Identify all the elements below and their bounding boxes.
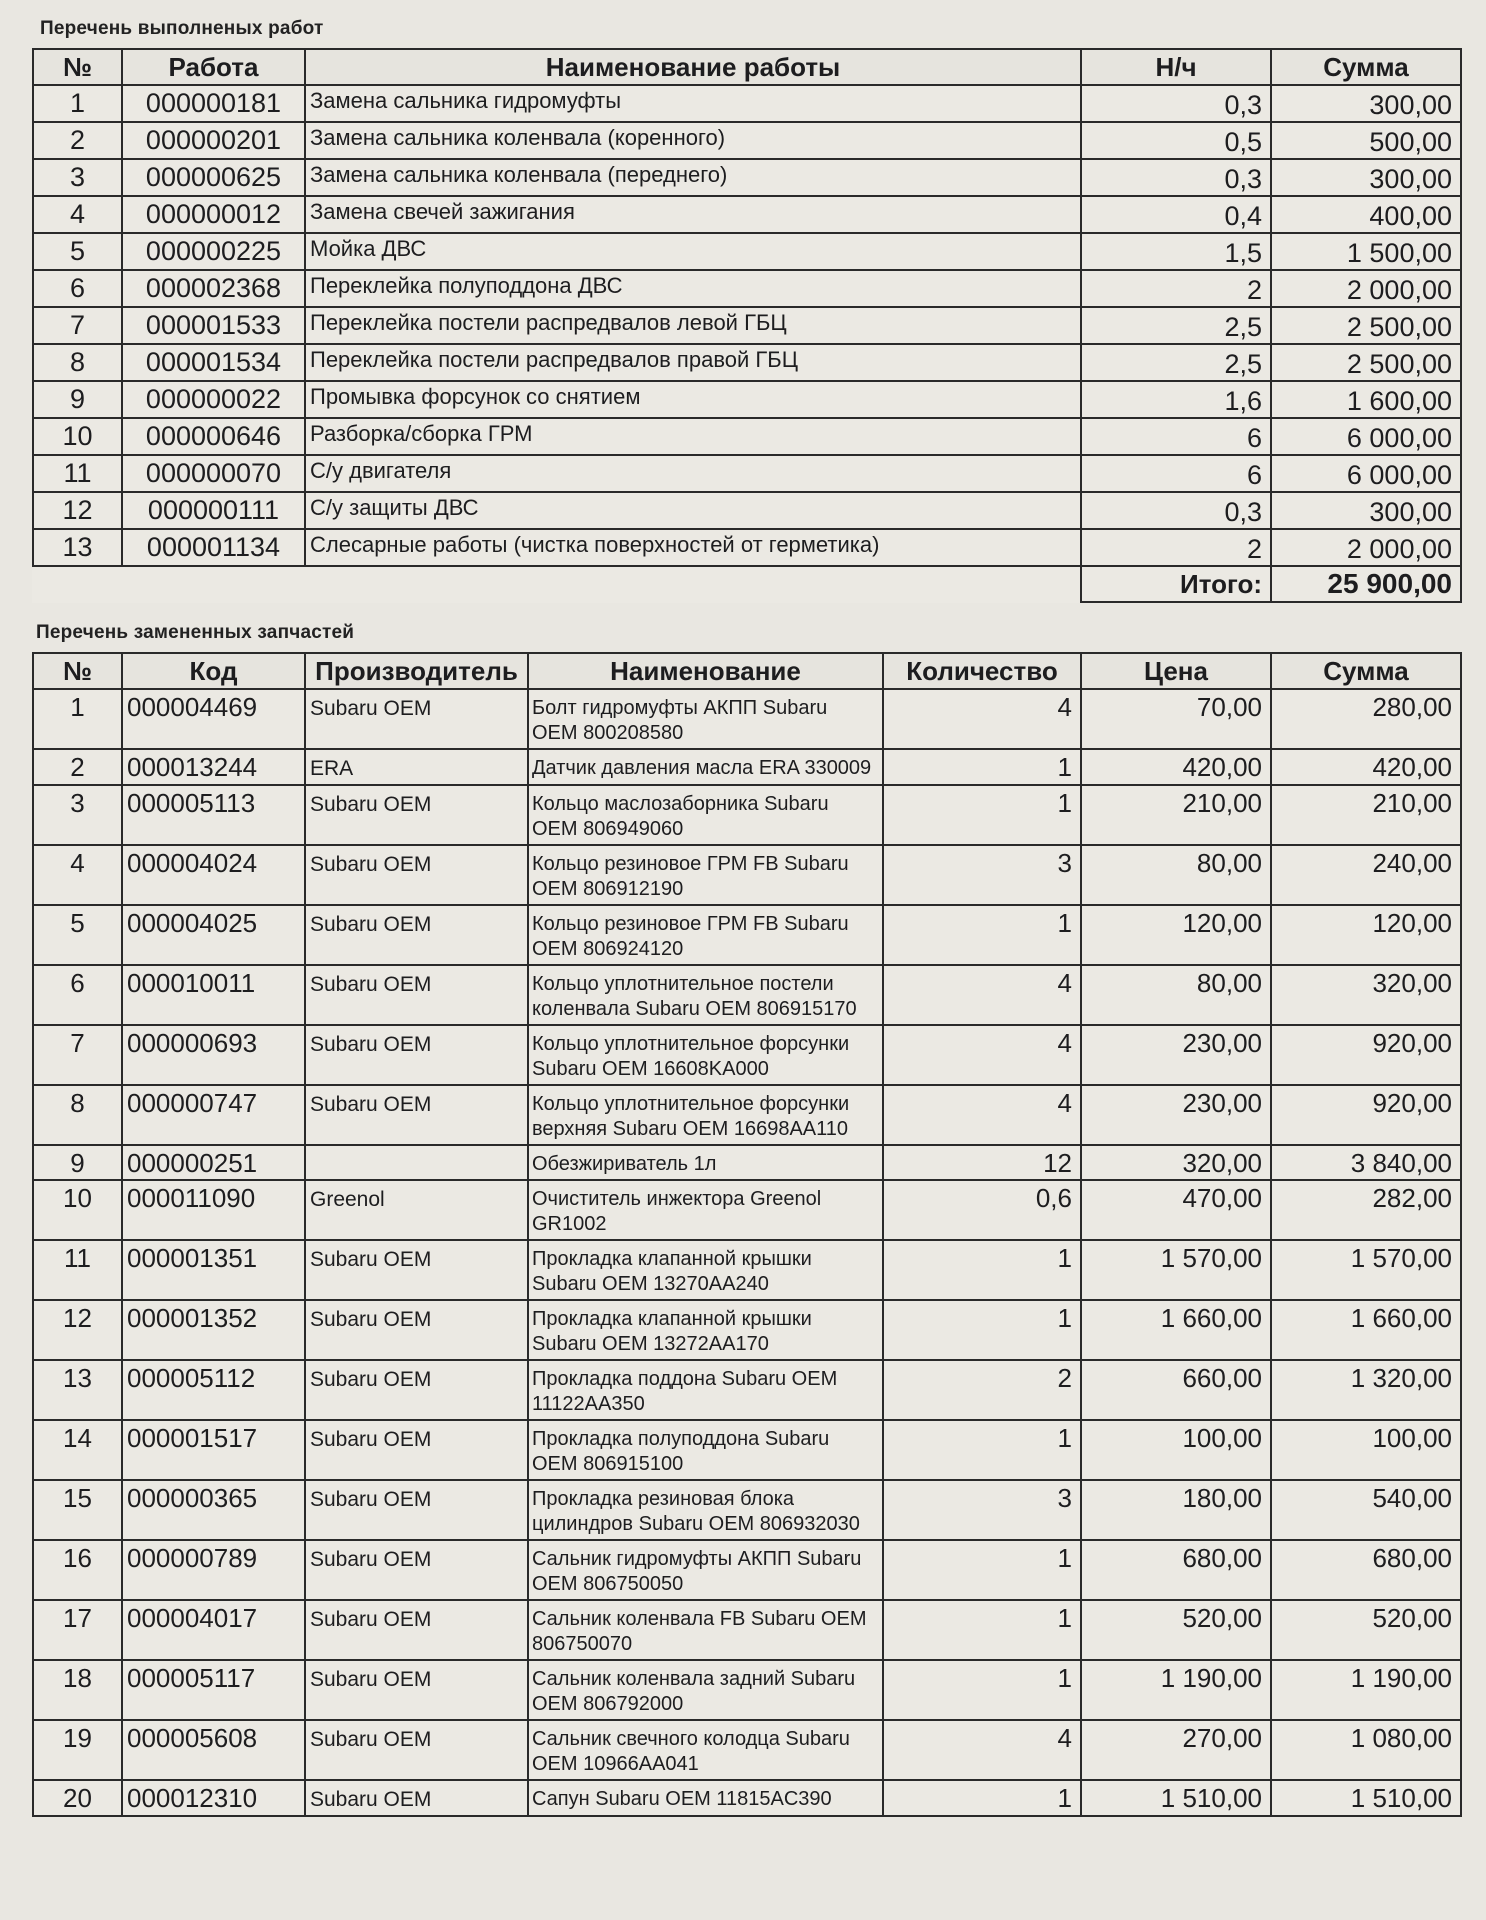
parts-row-sum: 282,00	[1271, 1180, 1461, 1240]
parts-row-name: Кольцо уплотнительное форсунки Subaru OEM 16608KA000	[528, 1025, 883, 1085]
parts-row-num: 14	[33, 1420, 122, 1480]
parts-row-maker: Subaru OEM	[305, 1240, 528, 1300]
works-row-name: Переклейка постели распредвалов левой ГБЦ	[305, 307, 1081, 344]
works-row-code: 000000070	[122, 455, 305, 492]
parts-row-qty: 3	[883, 845, 1081, 905]
parts-row-num: 6	[33, 965, 122, 1025]
parts-row	[33, 1480, 1461, 1540]
parts-row-maker: Subaru OEM	[305, 1085, 528, 1145]
parts-row-name: Прокладка полуподдона Subaru OEM 806915100	[528, 1420, 883, 1480]
works-row-sum: 2 500,00	[1271, 307, 1461, 344]
works-row-name: Разборка/сборка ГРМ	[305, 418, 1081, 455]
works-row-sum: 6 000,00	[1271, 418, 1461, 455]
parts-row-sum: 100,00	[1271, 1420, 1461, 1480]
parts-row-price: 80,00	[1081, 845, 1271, 905]
parts-row-num: 13	[33, 1360, 122, 1420]
parts-row-sum: 920,00	[1271, 1085, 1461, 1145]
works-row-name: С/у защиты ДВС	[305, 492, 1081, 529]
parts-row-sum: 420,00	[1271, 749, 1461, 785]
works-row-hours: 0,4	[1081, 196, 1271, 233]
works-row	[33, 529, 1461, 566]
works-row-hours: 6	[1081, 418, 1271, 455]
parts-row-price: 230,00	[1081, 1085, 1271, 1145]
works-row-name: Замена свечей зажигания	[305, 196, 1081, 233]
parts-row-sum: 320,00	[1271, 965, 1461, 1025]
parts-row-qty: 1	[883, 1540, 1081, 1600]
parts-row-maker: Subaru OEM	[305, 1540, 528, 1600]
works-row	[33, 85, 1461, 122]
parts-col-num: №	[33, 653, 122, 689]
works-section-title: Перечень выполненых работ	[40, 18, 324, 39]
parts-section-title: Перечень замененных запчастей	[36, 622, 355, 643]
works-row-name: Замена сальника коленвала (переднего)	[305, 159, 1081, 196]
works-row-sum: 300,00	[1271, 159, 1461, 196]
parts-row	[33, 905, 1461, 965]
parts-row-code: 000000747	[122, 1085, 305, 1145]
parts-row-price: 1 510,00	[1081, 1780, 1271, 1816]
parts-row-name: Сальник свечного колодца Subaru OEM 10966AA041	[528, 1720, 883, 1780]
works-row-code: 000002368	[122, 270, 305, 307]
parts-row-name: Сальник коленвала задний Subaru OEM 806792000	[528, 1660, 883, 1720]
parts-row-qty: 1	[883, 1240, 1081, 1300]
works-row-code: 000001534	[122, 344, 305, 381]
parts-row-code: 000011090	[122, 1180, 305, 1240]
parts-row-name: Датчик давления масла ERA 330009	[528, 749, 883, 785]
works-row	[33, 455, 1461, 492]
works-row-sum: 2 000,00	[1271, 270, 1461, 307]
works-row	[33, 233, 1461, 270]
parts-row-qty: 4	[883, 689, 1081, 749]
parts-row-num: 4	[33, 845, 122, 905]
parts-row-num: 10	[33, 1180, 122, 1240]
parts-row-price: 230,00	[1081, 1025, 1271, 1085]
parts-row-num: 9	[33, 1145, 122, 1180]
parts-col-sum: Сумма	[1271, 653, 1461, 689]
parts-row-qty: 4	[883, 965, 1081, 1025]
works-row-name: Переклейка полуподдона ДВС	[305, 270, 1081, 307]
works-row-hours: 0,3	[1081, 85, 1271, 122]
works-row-num: 5	[33, 233, 122, 270]
parts-col-name: Наименование	[528, 653, 883, 689]
parts-row-sum: 1 570,00	[1271, 1240, 1461, 1300]
parts-row-num: 3	[33, 785, 122, 845]
parts-row-num: 19	[33, 1720, 122, 1780]
parts-row	[33, 1780, 1461, 1816]
works-row-name: Замена сальника коленвала (коренного)	[305, 122, 1081, 159]
parts-row-qty: 1	[883, 905, 1081, 965]
works-total-value: 25 900,00	[1271, 566, 1461, 602]
works-row	[33, 196, 1461, 233]
parts-row-name: Сальник гидромуфты АКПП Subaru OEM 806750050	[528, 1540, 883, 1600]
parts-row-sum: 920,00	[1271, 1025, 1461, 1085]
parts-row-price: 1 570,00	[1081, 1240, 1271, 1300]
works-total-row	[33, 566, 1461, 602]
parts-row-num: 15	[33, 1480, 122, 1540]
parts-row-price: 80,00	[1081, 965, 1271, 1025]
parts-row-code: 000000693	[122, 1025, 305, 1085]
works-total-label: Итого:	[1081, 566, 1271, 602]
parts-row-code: 000001352	[122, 1300, 305, 1360]
works-row-sum: 1 600,00	[1271, 381, 1461, 418]
works-table	[32, 48, 1462, 603]
parts-row-sum: 1 510,00	[1271, 1780, 1461, 1816]
parts-row-sum: 540,00	[1271, 1480, 1461, 1540]
works-row-code: 000000181	[122, 85, 305, 122]
parts-row-maker: Subaru OEM	[305, 965, 528, 1025]
works-col-hours: Н/ч	[1081, 49, 1271, 85]
works-row	[33, 418, 1461, 455]
parts-row-price: 470,00	[1081, 1180, 1271, 1240]
works-row	[33, 122, 1461, 159]
parts-row-sum: 1 660,00	[1271, 1300, 1461, 1360]
parts-row	[33, 785, 1461, 845]
parts-row-maker: Subaru OEM	[305, 1780, 528, 1816]
works-total-spacer	[33, 566, 1081, 602]
works-row-hours: 1,5	[1081, 233, 1271, 270]
parts-row-qty: 1	[883, 785, 1081, 845]
works-row-sum: 2 000,00	[1271, 529, 1461, 566]
parts-row-maker: Subaru OEM	[305, 785, 528, 845]
works-row-name: С/у двигателя	[305, 455, 1081, 492]
works-row-code: 000000111	[122, 492, 305, 529]
parts-row-name: Кольцо уплотнительное форсунки верхняя Subaru OEM 16698AA110	[528, 1085, 883, 1145]
works-row-sum: 1 500,00	[1271, 233, 1461, 270]
works-col-sum: Сумма	[1271, 49, 1461, 85]
works-row-sum: 2 500,00	[1271, 344, 1461, 381]
works-row-name: Замена сальника гидромуфты	[305, 85, 1081, 122]
parts-row-maker: Greenol	[305, 1180, 528, 1240]
parts-row-sum: 1 080,00	[1271, 1720, 1461, 1780]
works-row-code: 000000022	[122, 381, 305, 418]
works-row-code: 000000646	[122, 418, 305, 455]
parts-row	[33, 1360, 1461, 1420]
parts-row	[33, 749, 1461, 785]
works-row	[33, 492, 1461, 529]
works-row-num: 7	[33, 307, 122, 344]
parts-row-maker: Subaru OEM	[305, 1660, 528, 1720]
parts-row-name: Прокладка клапанной крышки Subaru OEM 13272AA170	[528, 1300, 883, 1360]
parts-row-price: 420,00	[1081, 749, 1271, 785]
works-row-hours: 0,3	[1081, 159, 1271, 196]
works-col-num: №	[33, 49, 122, 85]
parts-row-num: 12	[33, 1300, 122, 1360]
parts-row	[33, 1660, 1461, 1720]
parts-row-qty: 1	[883, 1600, 1081, 1660]
parts-row-code: 000000251	[122, 1145, 305, 1180]
parts-row-maker: ERA	[305, 749, 528, 785]
works-row-hours: 0,5	[1081, 122, 1271, 159]
parts-row-num: 7	[33, 1025, 122, 1085]
parts-row-num: 17	[33, 1600, 122, 1660]
parts-row-qty: 1	[883, 1780, 1081, 1816]
parts-row-code: 000012310	[122, 1780, 305, 1816]
parts-row-sum: 210,00	[1271, 785, 1461, 845]
parts-row-sum: 280,00	[1271, 689, 1461, 749]
parts-row-sum: 240,00	[1271, 845, 1461, 905]
works-row-num: 9	[33, 381, 122, 418]
parts-row-name: Кольцо резиновое ГРМ FB Subaru OEM 806924120	[528, 905, 883, 965]
parts-row-name: Кольцо уплотнительное постели коленвала Subaru OEM 806915170	[528, 965, 883, 1025]
parts-row-maker: Subaru OEM	[305, 1600, 528, 1660]
works-row-num: 11	[33, 455, 122, 492]
parts-row	[33, 1600, 1461, 1660]
works-row-hours: 1,6	[1081, 381, 1271, 418]
parts-row-price: 660,00	[1081, 1360, 1271, 1420]
parts-row-code: 000005113	[122, 785, 305, 845]
parts-row-qty: 12	[883, 1145, 1081, 1180]
parts-row-num: 18	[33, 1660, 122, 1720]
parts-row-sum: 520,00	[1271, 1600, 1461, 1660]
parts-row-price: 210,00	[1081, 785, 1271, 845]
parts-row-price: 70,00	[1081, 689, 1271, 749]
parts-row	[33, 1025, 1461, 1085]
parts-row-code: 000005117	[122, 1660, 305, 1720]
parts-row-name: Кольцо резиновое ГРМ FB Subaru OEM 806912190	[528, 845, 883, 905]
parts-row-qty: 2	[883, 1360, 1081, 1420]
works-row-code: 000001134	[122, 529, 305, 566]
works-row	[33, 307, 1461, 344]
parts-header-row	[33, 653, 1461, 689]
works-row-hours: 2,5	[1081, 344, 1271, 381]
parts-row-num: 11	[33, 1240, 122, 1300]
parts-row-code: 000005112	[122, 1360, 305, 1420]
parts-table	[32, 652, 1462, 1817]
parts-row-name: Прокладка клапанной крышки Subaru OEM 13270AA240	[528, 1240, 883, 1300]
parts-row-sum: 1 320,00	[1271, 1360, 1461, 1420]
works-row-code: 000000012	[122, 196, 305, 233]
works-row	[33, 344, 1461, 381]
parts-row-maker: Subaru OEM	[305, 1720, 528, 1780]
works-row-code: 000001533	[122, 307, 305, 344]
parts-row	[33, 1720, 1461, 1780]
works-header-row	[33, 49, 1461, 85]
parts-row-qty: 0,6	[883, 1180, 1081, 1240]
parts-row-name: Сапун Subaru OEM 11815AC390	[528, 1780, 883, 1816]
parts-row-num: 2	[33, 749, 122, 785]
parts-col-qty: Количество	[883, 653, 1081, 689]
works-row-num: 6	[33, 270, 122, 307]
parts-row-price: 320,00	[1081, 1145, 1271, 1180]
parts-row-qty: 4	[883, 1085, 1081, 1145]
parts-row-maker: Subaru OEM	[305, 1480, 528, 1540]
parts-row-num: 1	[33, 689, 122, 749]
parts-row-sum: 120,00	[1271, 905, 1461, 965]
parts-row-price: 680,00	[1081, 1540, 1271, 1600]
parts-col-code: Код	[122, 653, 305, 689]
parts-row-name: Прокладка поддона Subaru OEM 11122AA350	[528, 1360, 883, 1420]
parts-row-maker: Subaru OEM	[305, 845, 528, 905]
parts-row	[33, 1180, 1461, 1240]
parts-row-num: 8	[33, 1085, 122, 1145]
parts-row-num: 20	[33, 1780, 122, 1816]
parts-row-name: Прокладка резиновая блока цилиндров Subaru OEM 806932030	[528, 1480, 883, 1540]
works-row-hours: 2	[1081, 529, 1271, 566]
parts-row-maker: Subaru OEM	[305, 1300, 528, 1360]
works-row-num: 8	[33, 344, 122, 381]
works-row-code: 000000625	[122, 159, 305, 196]
parts-row-num: 16	[33, 1540, 122, 1600]
parts-row	[33, 1300, 1461, 1360]
parts-row-code: 000004024	[122, 845, 305, 905]
works-row-name: Промывка форсунок со снятием	[305, 381, 1081, 418]
parts-row	[33, 1420, 1461, 1480]
works-row-name: Слесарные работы (чистка поверхностей от герметика)	[305, 529, 1081, 566]
works-row-code: 000000225	[122, 233, 305, 270]
parts-row-code: 000010011	[122, 965, 305, 1025]
parts-row-maker: Subaru OEM	[305, 1025, 528, 1085]
works-row	[33, 159, 1461, 196]
parts-row-qty: 1	[883, 749, 1081, 785]
parts-row-qty: 4	[883, 1720, 1081, 1780]
parts-row-price: 1 660,00	[1081, 1300, 1271, 1360]
works-row	[33, 270, 1461, 307]
works-row-num: 12	[33, 492, 122, 529]
works-row-hours: 2,5	[1081, 307, 1271, 344]
works-row-num: 1	[33, 85, 122, 122]
parts-row-code: 000000365	[122, 1480, 305, 1540]
parts-row-qty: 3	[883, 1480, 1081, 1540]
parts-row-code: 000000789	[122, 1540, 305, 1600]
parts-row	[33, 1540, 1461, 1600]
parts-row-name: Кольцо маслозаборника Subaru OEM 806949060	[528, 785, 883, 845]
parts-row-price: 100,00	[1081, 1420, 1271, 1480]
works-row-hours: 0,3	[1081, 492, 1271, 529]
parts-row-qty: 1	[883, 1660, 1081, 1720]
works-row-hours: 6	[1081, 455, 1271, 492]
parts-row	[33, 1240, 1461, 1300]
parts-row-code: 000004017	[122, 1600, 305, 1660]
works-row-sum: 300,00	[1271, 85, 1461, 122]
parts-row-maker: Subaru OEM	[305, 905, 528, 965]
parts-row-sum: 680,00	[1271, 1540, 1461, 1600]
works-row-sum: 400,00	[1271, 196, 1461, 233]
works-row-num: 3	[33, 159, 122, 196]
works-row-sum: 6 000,00	[1271, 455, 1461, 492]
parts-row-sum: 1 190,00	[1271, 1660, 1461, 1720]
works-col-code: Работа	[122, 49, 305, 85]
parts-row-price: 270,00	[1081, 1720, 1271, 1780]
parts-row-price: 120,00	[1081, 905, 1271, 965]
parts-row-qty: 1	[883, 1420, 1081, 1480]
parts-row-name: Очиститель инжектора Greenol GR1002	[528, 1180, 883, 1240]
works-row-code: 000000201	[122, 122, 305, 159]
parts-col-price: Цена	[1081, 653, 1271, 689]
parts-row-maker: Subaru OEM	[305, 689, 528, 749]
works-row-num: 13	[33, 529, 122, 566]
parts-row-code: 000004469	[122, 689, 305, 749]
parts-row-sum: 3 840,00	[1271, 1145, 1461, 1180]
works-row-num: 10	[33, 418, 122, 455]
parts-col-maker: Производитель	[305, 653, 528, 689]
parts-row-code: 000001517	[122, 1420, 305, 1480]
parts-row-maker: Subaru OEM	[305, 1360, 528, 1420]
works-row	[33, 381, 1461, 418]
parts-row	[33, 1145, 1461, 1180]
works-row-num: 4	[33, 196, 122, 233]
parts-row-num: 5	[33, 905, 122, 965]
works-row-hours: 2	[1081, 270, 1271, 307]
parts-row-name: Сальник коленвала FB Subaru OEM 806750070	[528, 1600, 883, 1660]
parts-row-name: Болт гидромуфты АКПП Subaru OEM 800208580	[528, 689, 883, 749]
parts-row	[33, 689, 1461, 749]
parts-row-price: 1 190,00	[1081, 1660, 1271, 1720]
parts-row-price: 180,00	[1081, 1480, 1271, 1540]
works-row-name: Мойка ДВС	[305, 233, 1081, 270]
works-row-name: Переклейка постели распредвалов правой ГБЦ	[305, 344, 1081, 381]
parts-row-code: 000013244	[122, 749, 305, 785]
parts-row-price: 520,00	[1081, 1600, 1271, 1660]
parts-row-qty: 4	[883, 1025, 1081, 1085]
works-row-sum: 500,00	[1271, 122, 1461, 159]
parts-row-maker: Subaru OEM	[305, 1420, 528, 1480]
parts-row	[33, 965, 1461, 1025]
parts-row	[33, 1085, 1461, 1145]
parts-row-code: 000004025	[122, 905, 305, 965]
parts-row-code: 000005608	[122, 1720, 305, 1780]
works-col-name: Наименование работы	[305, 49, 1081, 85]
works-row-num: 2	[33, 122, 122, 159]
parts-row	[33, 845, 1461, 905]
parts-row-qty: 1	[883, 1300, 1081, 1360]
parts-row-code: 000001351	[122, 1240, 305, 1300]
parts-row-maker	[305, 1145, 528, 1180]
parts-row-name: Обезжириватель 1л	[528, 1145, 883, 1180]
works-row-sum: 300,00	[1271, 492, 1461, 529]
